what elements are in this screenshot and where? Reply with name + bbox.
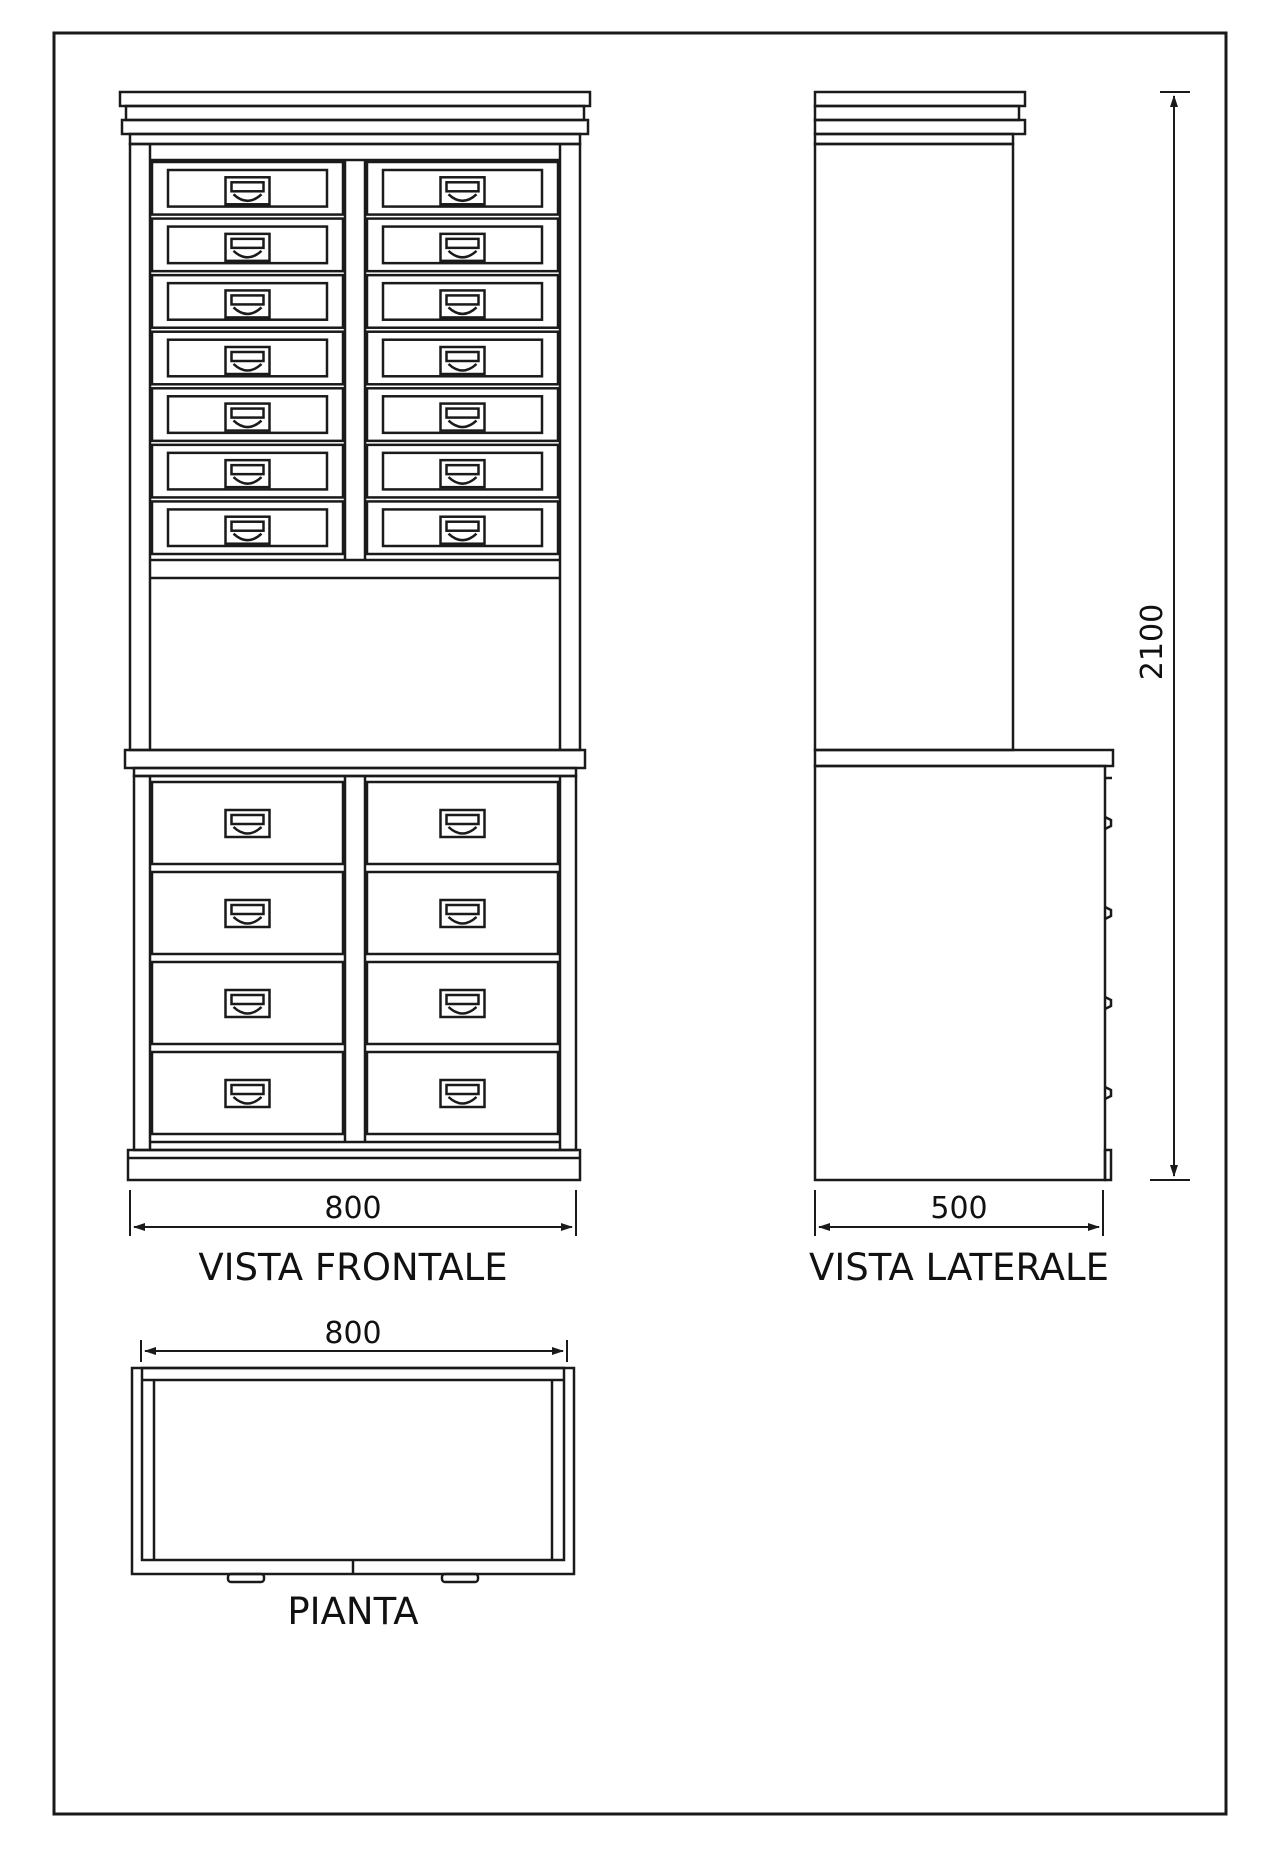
upper-drawer [152, 388, 343, 441]
plan-inner-outline [142, 1368, 564, 1560]
upper-drawer [152, 275, 343, 328]
lower-drawer [152, 872, 343, 954]
side-view [815, 92, 1113, 1180]
upper-drawer [367, 388, 558, 441]
front-plinth [128, 1150, 580, 1180]
upper-drawer [152, 219, 343, 272]
side-depth-label: 500 [930, 1191, 988, 1226]
front-width-label: 800 [324, 1191, 382, 1226]
upper-drawer [367, 332, 558, 385]
front-view-title: VISTA FRONTALE [198, 1246, 508, 1289]
side-plinth-foot [1105, 1150, 1111, 1180]
side-top-shelf [815, 750, 1113, 766]
lower-drawer [367, 962, 558, 1044]
lower-drawer [367, 872, 558, 954]
lower-drawer [152, 782, 343, 864]
side-crown-molding [815, 92, 1025, 144]
height-label: 2100 [1135, 603, 1170, 681]
side-lower-body [815, 766, 1105, 1180]
lower-drawer [152, 1052, 343, 1134]
front-view [120, 92, 590, 1180]
plan-view [132, 1368, 574, 1582]
upper-drawer [152, 332, 343, 385]
front-lower-drawers [152, 782, 558, 1134]
upper-drawer [152, 162, 343, 215]
side-view-title: VISTA LATERALE [809, 1246, 1109, 1289]
front-crown-molding [120, 92, 590, 144]
lower-drawer [367, 1052, 558, 1134]
plan-view-title: PIANTA [287, 1590, 419, 1633]
upper-drawer [367, 501, 558, 554]
plan-outline [132, 1368, 574, 1574]
plan-left-foot [228, 1574, 264, 1582]
upper-drawer [152, 445, 343, 498]
plan-width-label: 800 [324, 1316, 382, 1351]
upper-drawer [367, 275, 558, 328]
plan-right-foot [442, 1574, 478, 1582]
front-middle-ledge [125, 750, 585, 776]
upper-drawer [152, 501, 343, 554]
lower-drawer [152, 962, 343, 1044]
front-upper-carcass [130, 144, 580, 750]
upper-drawer [367, 219, 558, 272]
upper-drawer [367, 162, 558, 215]
side-upper-body [815, 144, 1013, 750]
upper-drawer [367, 445, 558, 498]
front-upper-drawers [152, 162, 558, 554]
lower-drawer [367, 782, 558, 864]
